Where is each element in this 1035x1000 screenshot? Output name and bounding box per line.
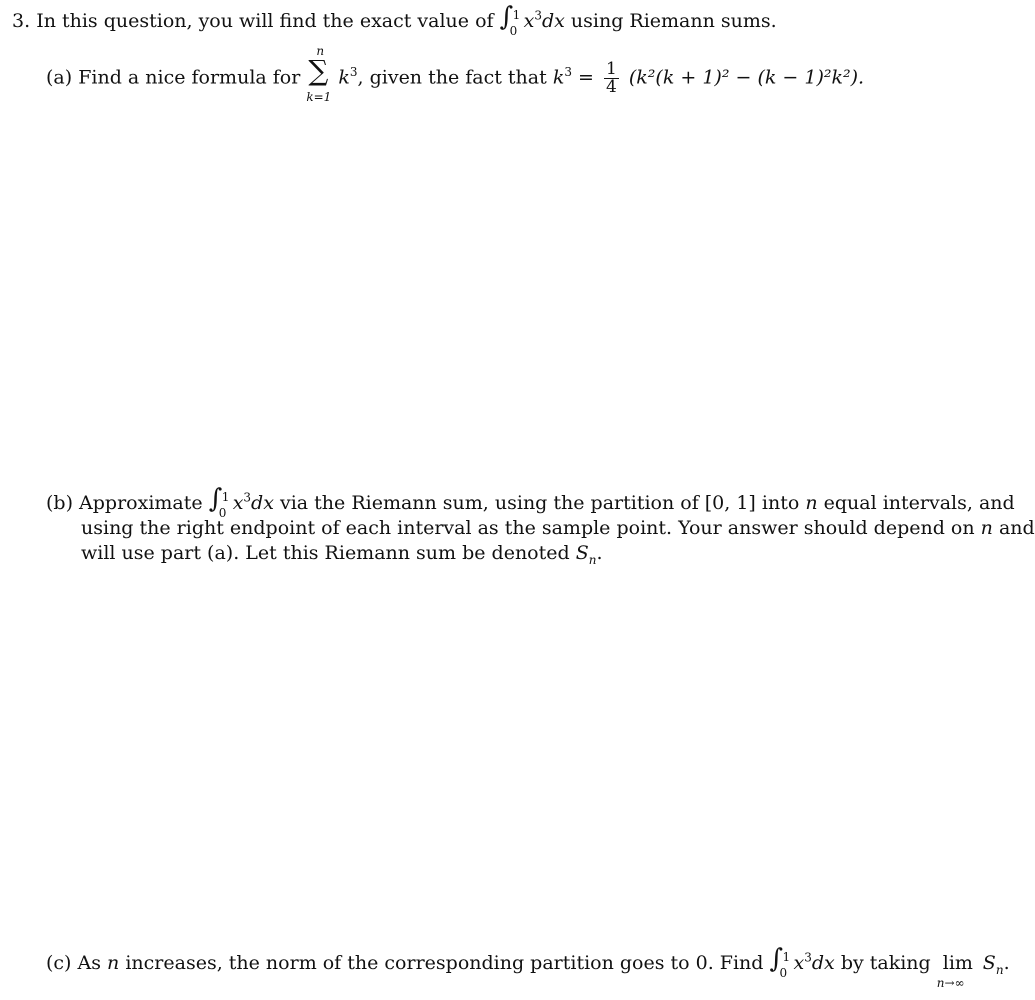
integrand-exponent: 3 [534,8,542,23]
identity-rhs: (k²(k + 1)² − (k − 1)²k²). [628,66,865,89]
part-b-line-1: (b) Approximate ∫ 1 0 $x^3dx$ via the Riemann sum, using the partition of [0, 1] into n equal intervals, and [46,484,1015,520]
part-a: (a) Find a nice formula for ∑ n k=1 $k^3$, given the fact that $k^3$ = $\frac{1}{4}$ (k²(k + 1)² − (k − 1)²k²). [46,44,865,104]
integral-symbol: ∫ 1 0 [769,944,791,980]
identity-lhs: k [552,66,565,89]
integral-symbol: ∫ 1 0 [208,484,230,520]
part-a-mid-text: , given the fact that [357,66,547,89]
question-intro-text: In this question, you will find the exact value of [36,10,494,32]
part-c: (c) As n increases, the norm of the corresponding partition goes to 0. Find ∫ 1 0 $x^3dx$ by taking lim n→∞ $S_n$. [46,944,1010,990]
question-3-intro [12,2,777,38]
question-number: 3. [12,10,31,32]
differential: dx [541,10,565,32]
integral-symbol: ∫ 1 0 [499,2,521,38]
part-a-text: Find a nice formula for [78,66,301,89]
question-intro-post: using Riemann sums. [570,10,777,32]
part-c-label: (c) [46,952,72,974]
fraction-one-quarter: $\frac{1}{4}$ [605,59,617,97]
sum-term-exponent: 3 [349,65,358,80]
part-a-label: (a) [46,66,73,89]
part-b-label: (b) [46,492,73,514]
equals-sign: = [578,66,594,89]
riemann-sum-symbol: S [575,542,589,564]
integrand: x [523,10,535,32]
sum-term: k [338,66,350,89]
summation-symbol: ∑ n k=1 [306,44,332,104]
limit-operator: lim n→∞ [936,952,973,990]
part-b-line-3: will use part (a). Let this Riemann sum be denoted $S_n$. [81,542,603,567]
part-b-line-2: using the right endpoint of each interval as the sample point. Your answer should depend on n and [81,517,1035,539]
